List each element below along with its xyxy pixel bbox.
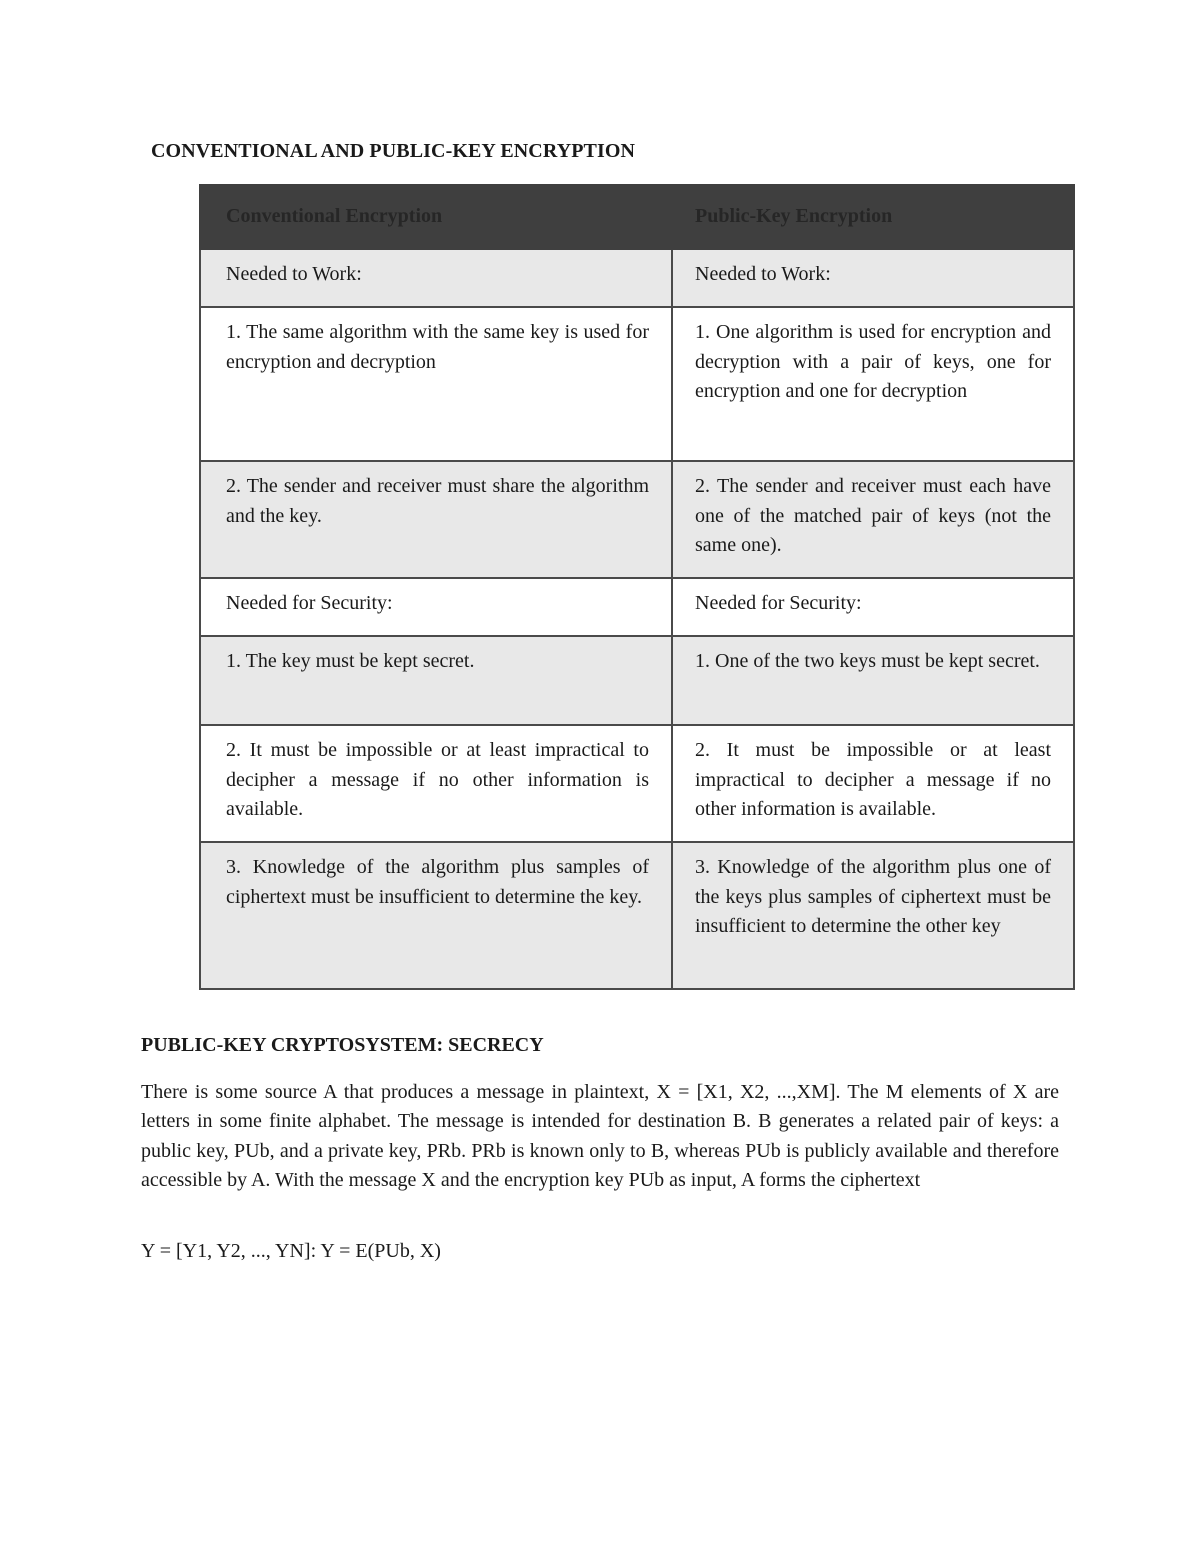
comparison-table bbox=[199, 184, 1075, 990]
cell-text: 2. The sender and receiver must each have one of the matched pair of keys (not the same one). bbox=[695, 475, 1051, 556]
header-cell-text: Conventional Encryption bbox=[226, 205, 443, 228]
table-cell bbox=[200, 725, 672, 842]
cell-text: 1. The key must be kept secret. bbox=[226, 650, 475, 672]
cell-text: Needed for Security: bbox=[695, 592, 862, 614]
table-cell bbox=[672, 461, 1074, 578]
table-cell bbox=[672, 578, 1074, 636]
table-cell bbox=[672, 636, 1074, 725]
cell-text: 2. It must be impossible or at least impractical to decipher a message if no other information is available. bbox=[226, 739, 649, 820]
page-title: CONVENTIONAL AND PUBLIC-KEY ENCRYPTION bbox=[151, 140, 636, 162]
table-row bbox=[200, 307, 1074, 461]
body-paragraph: There is some source A that produces a message in plaintext, X = [X1, X2, ...,XM]. The M elements of X are letters in some finite alphabet. The message is intended for destination B. B generates a related pair of keys: a public key, PUb, and a private key, PRb. PRb is known only to B, whereas PUb is publicly available and therefore accessible by A. With the message X and the encryption key PUb as input, A forms the ciphertext bbox=[141, 1081, 1059, 1191]
cell-text: 3. Knowledge of the algorithm plus samples of ciphertext must be insufficient to determine the key. bbox=[226, 856, 649, 908]
table-row bbox=[200, 461, 1074, 578]
cell-text: 2. It must be impossible or at least impractical to decipher a message if no other information is available. bbox=[695, 739, 1051, 820]
cell-text: 1. The same algorithm with the same key is used for encryption and decryption bbox=[226, 321, 649, 373]
table-header-row bbox=[200, 185, 1074, 249]
cell-text: Needed to Work: bbox=[695, 263, 831, 285]
table-row bbox=[200, 842, 1074, 989]
table-cell bbox=[672, 725, 1074, 842]
table-cell bbox=[200, 578, 672, 636]
cell-text: 1. One of the two keys must be kept secret. bbox=[695, 650, 1040, 672]
table-row bbox=[200, 578, 1074, 636]
cell-text: Needed for Security: bbox=[226, 592, 393, 614]
cell-text: 1. One algorithm is used for encryption and decryption with a pair of keys, one for encryption and one for decryption bbox=[695, 321, 1051, 402]
cell-text: 2. The sender and receiver must share the algorithm and the key. bbox=[226, 475, 649, 527]
table-row bbox=[200, 636, 1074, 725]
header-cell-text: Public-Key Encryption bbox=[695, 205, 893, 228]
header-conventional bbox=[200, 185, 672, 249]
table-row bbox=[200, 249, 1074, 307]
table-cell bbox=[200, 249, 672, 307]
formula: Y = [Y1, Y2, ..., YN]: Y = E(PUb, X) bbox=[141, 1240, 441, 1262]
table-cell bbox=[200, 842, 672, 989]
table-cell bbox=[200, 461, 672, 578]
table-cell bbox=[200, 307, 672, 461]
header-public-key bbox=[672, 185, 1074, 249]
table-cell bbox=[672, 842, 1074, 989]
table-cell bbox=[672, 249, 1074, 307]
cell-text: Needed to Work: bbox=[226, 263, 362, 285]
section-heading: PUBLIC-KEY CRYPTOSYSTEM: SECRECY bbox=[141, 1034, 544, 1056]
table-cell bbox=[672, 307, 1074, 461]
cell-text: 3. Knowledge of the algorithm plus one of the keys plus samples of ciphertext must be insufficient to determine the other key bbox=[695, 856, 1051, 937]
table-row bbox=[200, 725, 1074, 842]
table-cell bbox=[200, 636, 672, 725]
